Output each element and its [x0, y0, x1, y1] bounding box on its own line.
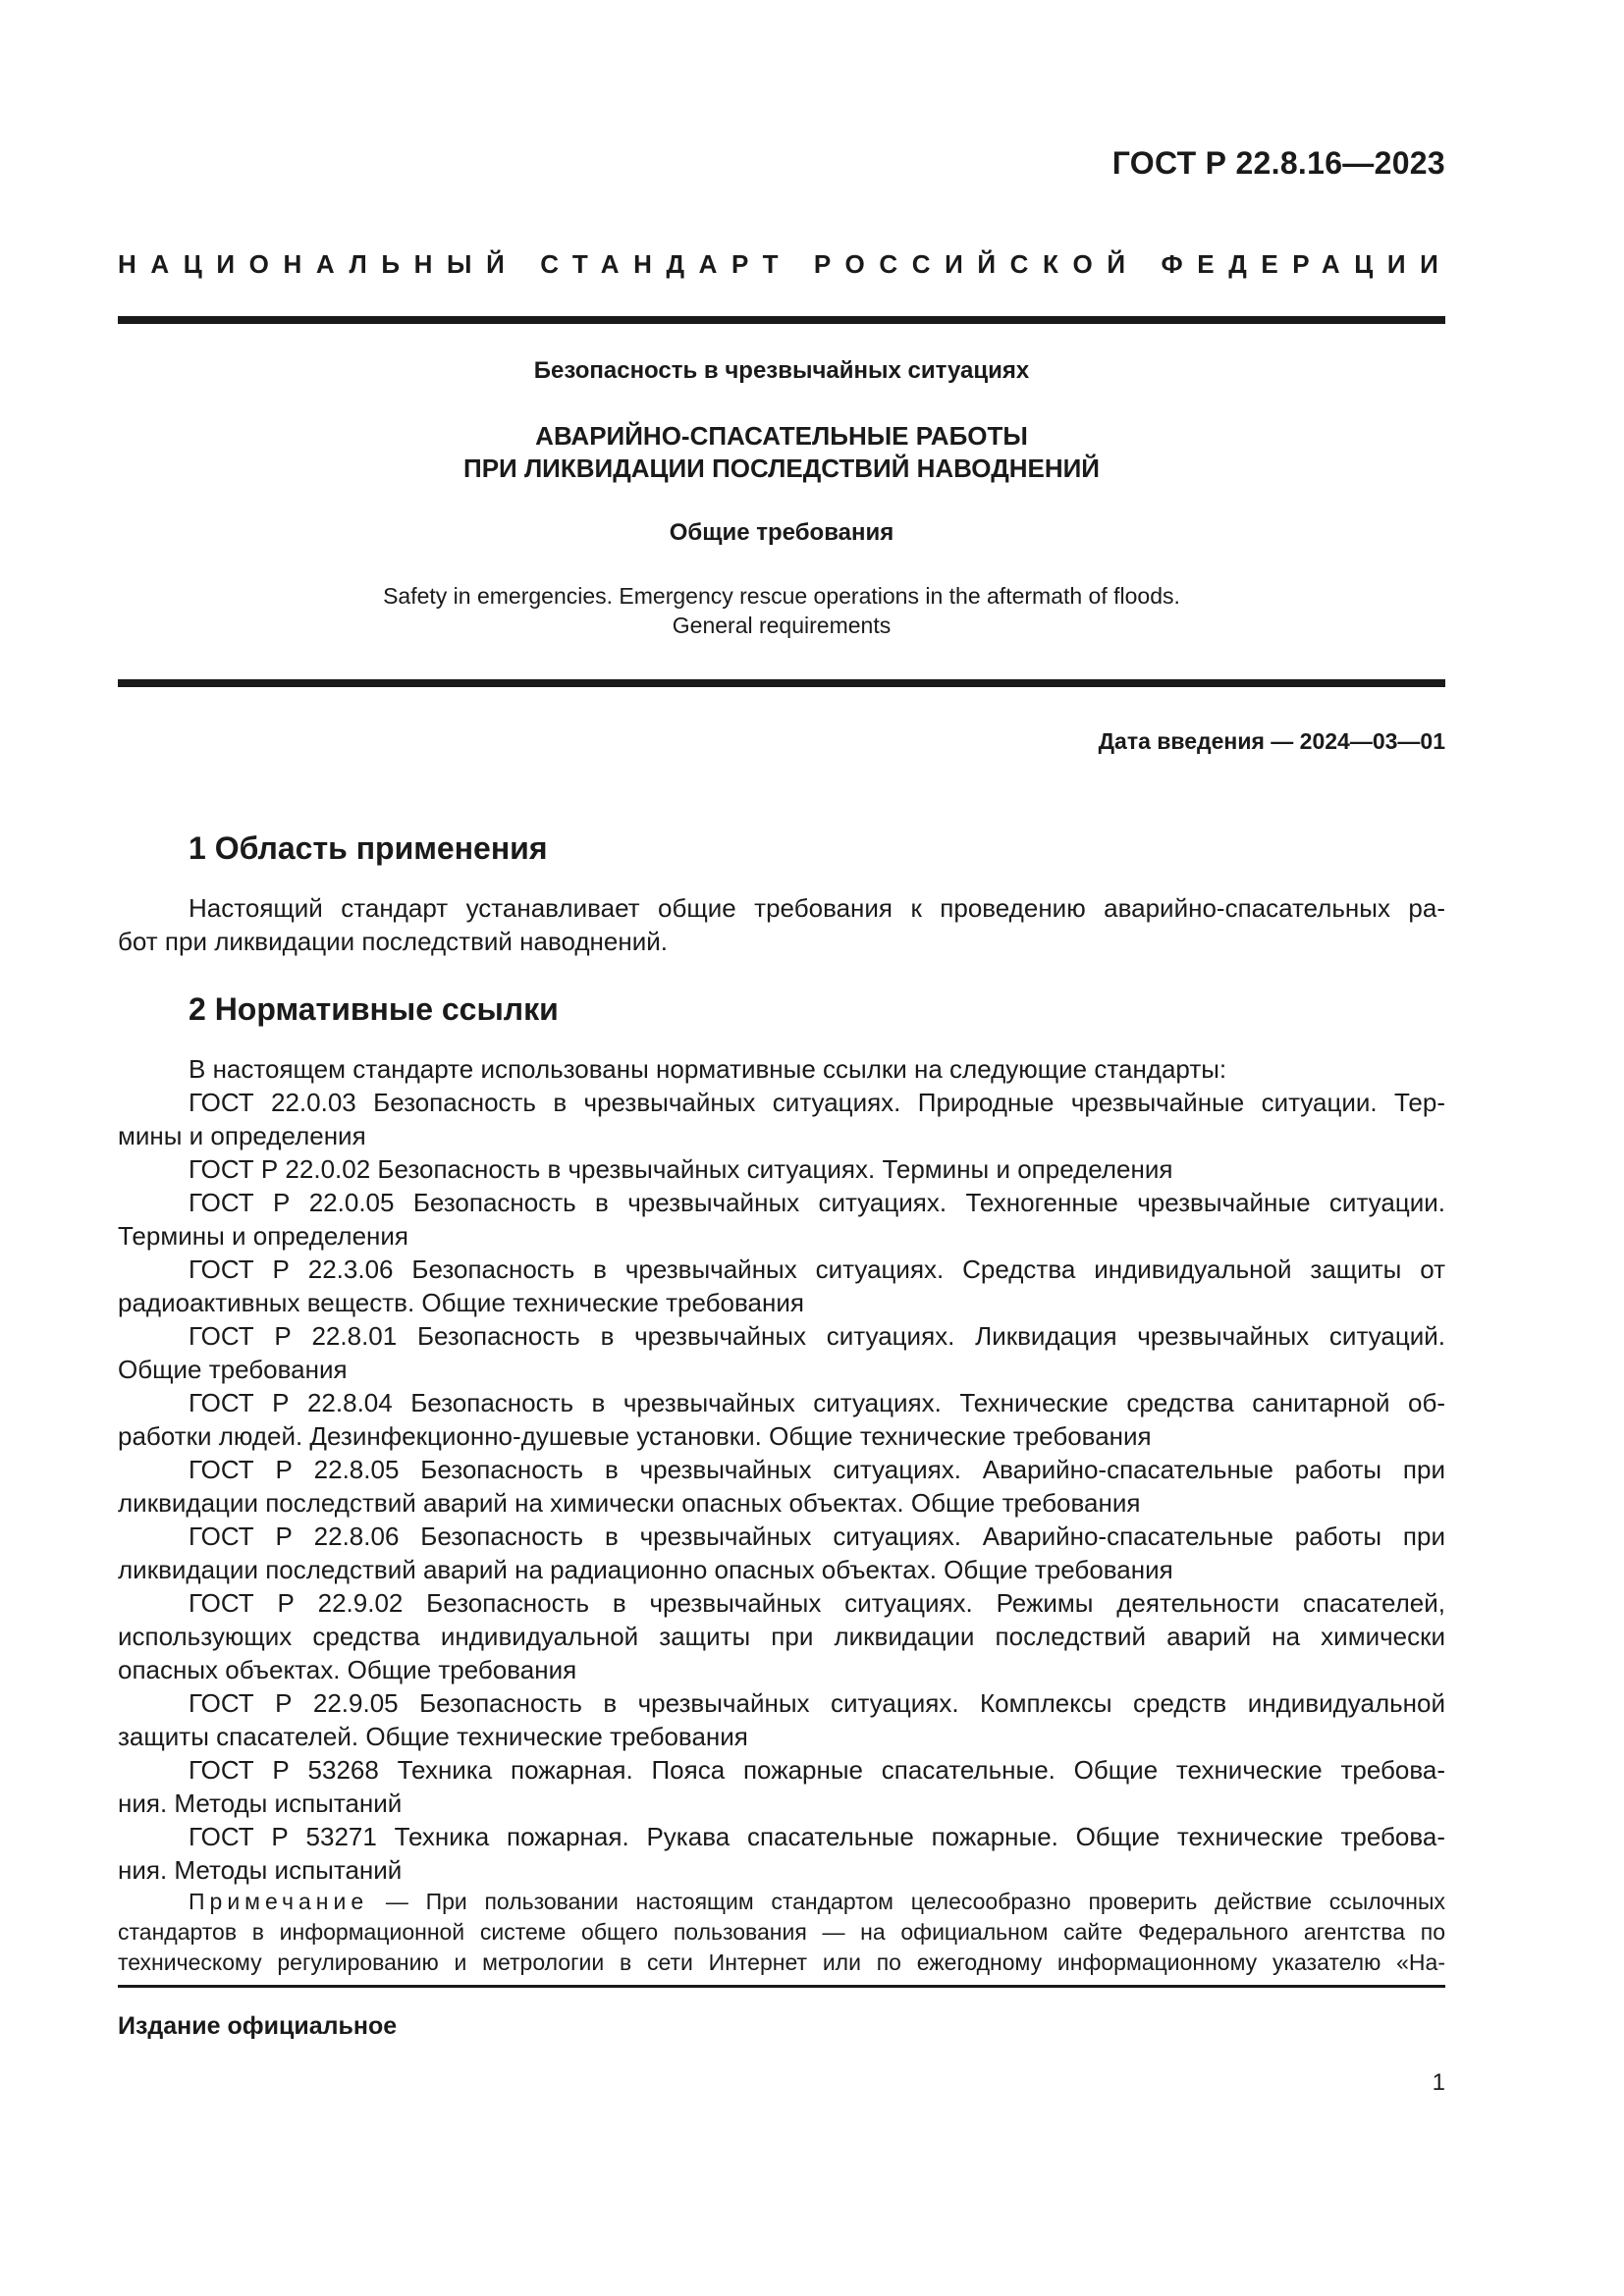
reference-item-continuation: ния. Методы испытаний [118, 1855, 403, 1885]
page-number: 1 [1432, 2069, 1445, 2096]
reference-item-continuation: Общие требования [118, 1355, 348, 1384]
reference-item: ГОСТ Р 22.0.05 Безопасность в чрезвычайных ситуациях. Техногенные чрезвычайные ситуации. [189, 1188, 1445, 1217]
section-1-text [118, 891, 1445, 958]
national-standard-banner: НАЦИОНАЛЬНЫЙ СТАНДАРТ РОССИЙСКОЙ ФЕДЕРАЦИИ [118, 249, 1453, 279]
top-rule [118, 316, 1445, 324]
reference-item-continuation: мины и определения [118, 1121, 366, 1150]
reference-item: ГОСТ Р 22.8.06 Безопасность в чрезвычайных ситуациях. Аварийно-спасательные работы при [189, 1522, 1445, 1551]
reference-item: ГОСТ Р 22.8.05 Безопасность в чрезвычайных ситуациях. Аварийно-спасательные работы при [189, 1455, 1445, 1484]
section-2-heading: 2 Нормативные ссылки [189, 991, 559, 1027]
reference-item: ГОСТ Р 22.8.01 Безопасность в чрезвычайных ситуациях. Ликвидация чрезвычайных ситуаций. [189, 1321, 1445, 1351]
note-label: Примечание [189, 1889, 369, 1914]
reference-item-continuation: защиты спасателей. Общие технические требования [118, 1722, 748, 1751]
reference-item-continuation: радиоактивных веществ. Общие технические требования [118, 1288, 804, 1317]
section-1-heading: 1 Область применения [189, 830, 548, 866]
reference-item-continuation: работки людей. Дезинфекционно-душевые установки. Общие технические требования [118, 1421, 1152, 1451]
references-intro: В настоящем стандарте использованы нормативные ссылки на следующие стандарты: [189, 1054, 1227, 1084]
subject-heading: Безопасность в чрезвычайных ситуациях [533, 357, 1030, 384]
section-1-line: Настоящий стандарт устанавливает общие требования к проведению аварийно-спасательных ра- [189, 893, 1445, 923]
note-line-3: техническому регулированию и метрологии в сети Интернет или по ежегодному информационному указателю «На- [118, 1949, 1445, 1975]
document-subtitle: Общие требования [669, 519, 894, 546]
reference-item: ГОСТ Р 22.9.02 Безопасность в чрезвычайных ситуациях. Режимы деятельности спасателей, [189, 1588, 1445, 1618]
english-title-line-1: Safety in emergencies. Emergency rescue operations in the aftermath of floods. [383, 583, 1180, 609]
reference-item: ГОСТ Р 53268 Техника пожарная. Пояса пожарные спасательные. Общие технические требова- [189, 1755, 1445, 1785]
english-title [118, 581, 1445, 640]
reference-item-continuation: ликвидации последствий аварий на химически опасных объектах. Общие требования [118, 1488, 1141, 1518]
note-line-1 [118, 1887, 1445, 1917]
reference-note [118, 1887, 1445, 1978]
reference-item: ГОСТ Р 53271 Техника пожарная. Рукава спасательные пожарные. Общие технические требова- [189, 1822, 1445, 1851]
reference-item-continuation: ния. Методы испытаний [118, 1789, 403, 1818]
note-line-2: стандартов в информационной системе общего пользования — на официальном сайте Федерального агентства по [118, 1919, 1445, 1945]
reference-item-continuation: Термины и определения [118, 1221, 409, 1251]
reference-item: ГОСТ 22.0.03 Безопасность в чрезвычайных ситуациях. Природные чрезвычайные ситуации. Тер- [189, 1088, 1445, 1117]
reference-item: ГОСТ Р 22.0.02 Безопасность в чрезвычайных ситуациях. Термины и определения [189, 1154, 1173, 1184]
english-title-line-2: General requirements [672, 613, 892, 638]
reference-item-continuation: использующих средства индивидуальной защиты при ликвидации последствий аварий на химически [118, 1622, 1445, 1651]
introduction-date: Дата введения — 2024—03—01 [1098, 728, 1445, 754]
reference-item-continuation: ликвидации последствий аварий на радиационно опасных объектах. Общие требования [118, 1555, 1173, 1584]
normative-references [118, 1052, 1445, 1887]
official-edition-label: Издание официальное [118, 2012, 398, 2040]
reference-item: ГОСТ Р 22.3.06 Безопасность в чрезвычайных ситуациях. Средства индивидуальной защиты от [189, 1255, 1445, 1284]
title-line-2: ПРИ ЛИКВИДАЦИИ ПОСЛЕДСТВИЙ НАВОДНЕНИЙ [463, 454, 1100, 483]
reference-item: ГОСТ Р 22.8.04 Безопасность в чрезвычайных ситуациях. Технические средства санитарной об- [189, 1388, 1445, 1417]
document-title [118, 420, 1445, 485]
reference-item-continuation: опасных объектах. Общие требования [118, 1655, 577, 1684]
title-rule [118, 679, 1445, 687]
document-number: ГОСТ Р 22.8.16—2023 [1111, 145, 1445, 181]
reference-item: ГОСТ Р 22.9.05 Безопасность в чрезвычайных ситуациях. Комплексы средств индивидуальной [189, 1688, 1445, 1718]
section-1-line: бот при ликвидации последствий наводнений. [118, 927, 669, 956]
note-line-1-text: — При пользовании настоящим стандартом целесообразно проверить действие ссылочных [368, 1889, 1445, 1914]
title-line-1: АВАРИЙНО-СПАСАТЕЛЬНЫЕ РАБОТЫ [535, 421, 1028, 451]
footer-rule [118, 1985, 1445, 1988]
